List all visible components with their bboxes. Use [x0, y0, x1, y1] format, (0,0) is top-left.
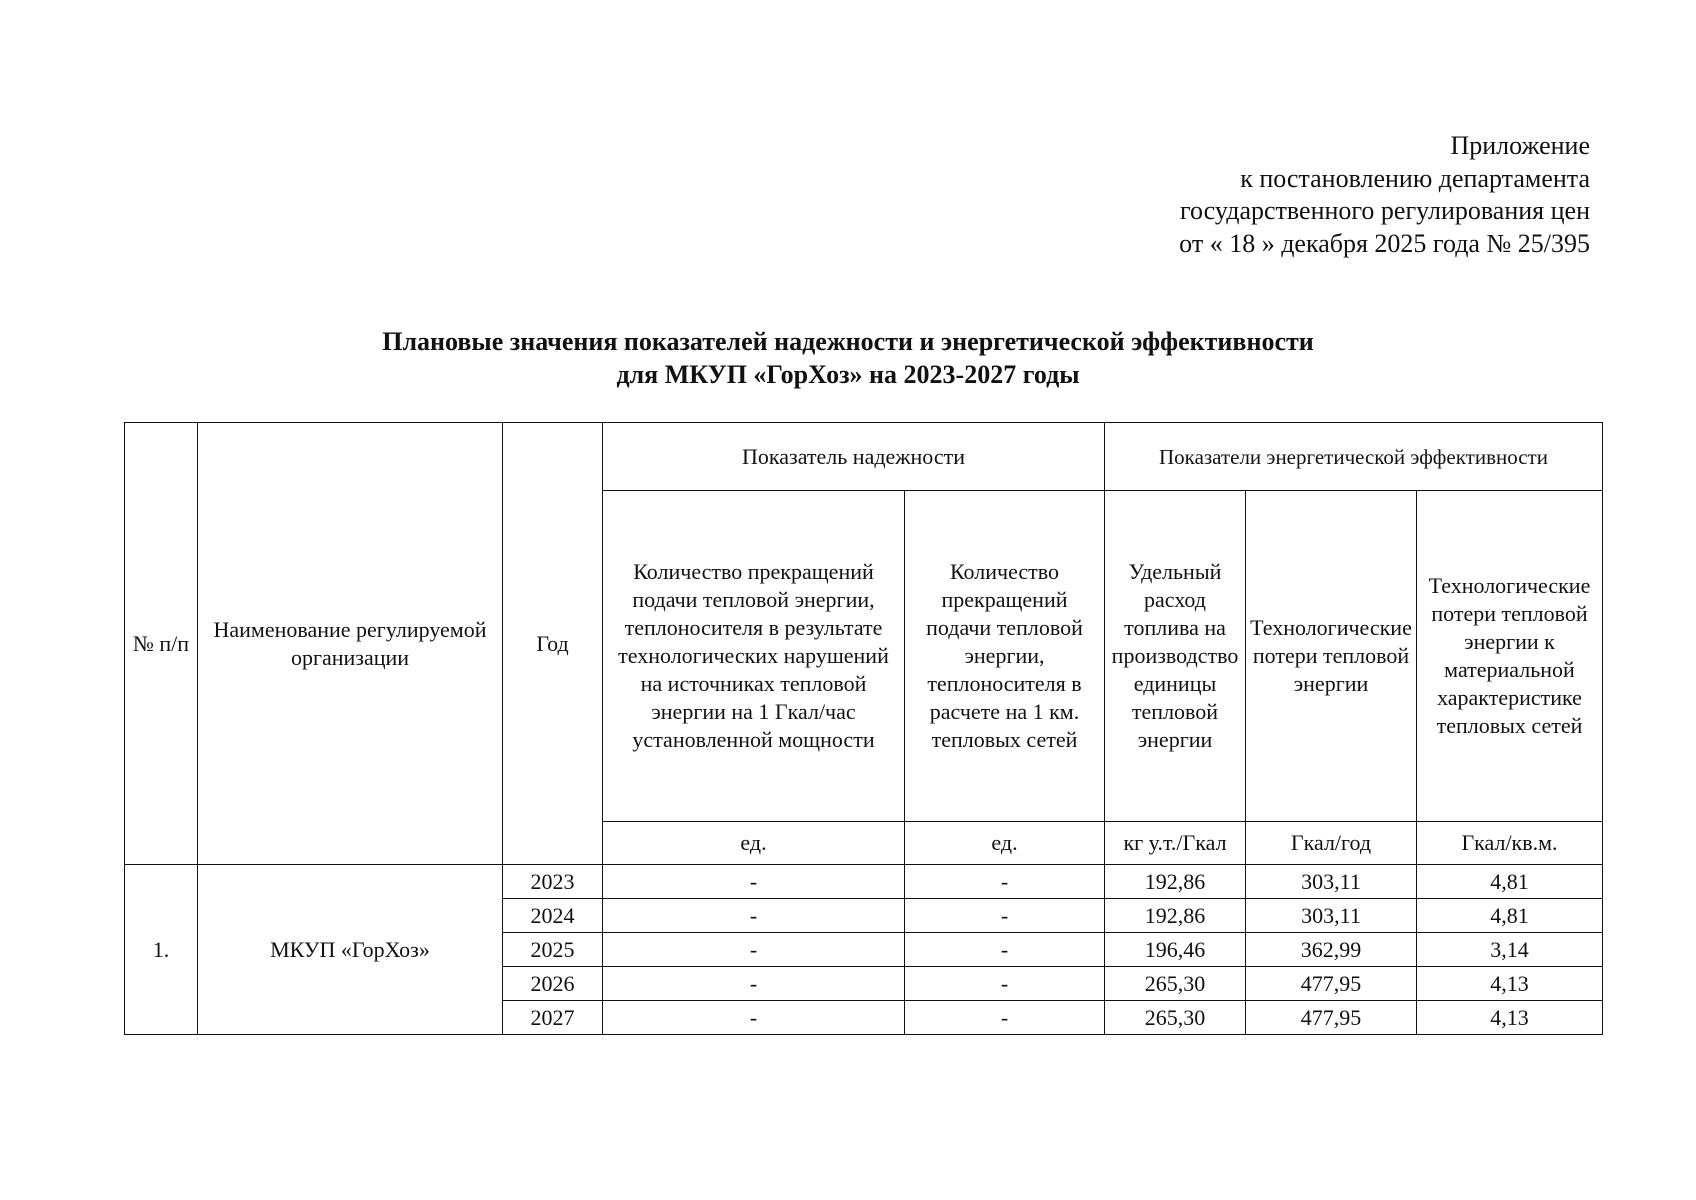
- row-c5: 4,81: [1417, 899, 1603, 933]
- row-c5: 4,13: [1417, 1001, 1603, 1035]
- row-c5: 4,81: [1417, 865, 1603, 899]
- row-c2: -: [905, 933, 1105, 967]
- header-reliability-group: Показатель надежности: [603, 423, 1105, 491]
- row-year: 2025: [503, 933, 603, 967]
- table-row: [125, 865, 1603, 899]
- row-year: 2027: [503, 1001, 603, 1035]
- header-col-1: Количество прекращений подачи тепловой энергии, теплоносителя в результате технологических нарушений на источниках тепловой энергии на 1 Гкал/час установленной мощности: [603, 491, 905, 822]
- row-c3: 265,30: [1105, 967, 1246, 1001]
- entry-org: МКУП «ГорХоз»: [198, 865, 503, 1035]
- header-col-2: Количество прекращений подачи тепловой энергии, теплоносителя в расчете на 1 км. тепловых сетей: [905, 491, 1105, 822]
- appendix-line-4: от « 18 » декабря 2025 года № 25/395: [1179, 228, 1590, 258]
- row-year: 2024: [503, 899, 603, 933]
- row-c2: -: [905, 967, 1105, 1001]
- row-c3: 192,86: [1105, 865, 1246, 899]
- row-c3: 196,46: [1105, 933, 1246, 967]
- entry-num: 1.: [125, 865, 198, 1035]
- header-col-3: Удельный расход топлива на производство единицы тепловой энергии: [1105, 491, 1246, 822]
- row-c5: 3,14: [1417, 933, 1603, 967]
- header-col-4: Технологические потери тепловой энергии: [1246, 491, 1417, 822]
- header-num: № п/п: [125, 423, 198, 865]
- header-org: Наименование регулируемой организации: [198, 423, 503, 865]
- row-c2: -: [905, 865, 1105, 899]
- header-row-groups: [125, 423, 1603, 491]
- header-year: Год: [503, 423, 603, 865]
- row-c3: 265,30: [1105, 1001, 1246, 1035]
- appendix-line-2: к постановлению департамента: [1240, 163, 1590, 193]
- unit-col-5: Гкал/кв.м.: [1417, 822, 1603, 865]
- unit-col-1: ед.: [603, 822, 905, 865]
- row-c4: 477,95: [1246, 967, 1417, 1001]
- header-col-5: Технологические потери тепловой энергии к материальной характеристике тепловых сетей: [1417, 491, 1603, 822]
- row-c1: -: [603, 1001, 905, 1035]
- row-c4: 303,11: [1246, 865, 1417, 899]
- row-c1: -: [603, 899, 905, 933]
- row-c2: -: [905, 899, 1105, 933]
- row-c4: 362,99: [1246, 933, 1417, 967]
- row-c1: -: [603, 865, 905, 899]
- row-year: 2023: [503, 865, 603, 899]
- unit-col-2: ед.: [905, 822, 1105, 865]
- appendix-line-1: Приложение: [1450, 131, 1590, 160]
- title-line-1: Плановые значения показателей надежности и энергетической эффективности: [382, 327, 1314, 356]
- row-c4: 477,95: [1246, 1001, 1417, 1035]
- indicators-table: [124, 422, 1603, 1035]
- title-line-2: для МКУП «ГорХоз» на 2023-2027 годы: [616, 360, 1080, 389]
- row-year: 2026: [503, 967, 603, 1001]
- row-c1: -: [603, 967, 905, 1001]
- appendix-line-3: государственного регулирования цен: [1180, 196, 1590, 225]
- row-c3: 192,86: [1105, 899, 1246, 933]
- row-c1: -: [603, 933, 905, 967]
- row-c2: -: [905, 1001, 1105, 1035]
- unit-col-3: кг у.т./Гкал: [1105, 822, 1246, 865]
- document-title: [0, 325, 1696, 391]
- unit-col-4: Гкал/год: [1246, 822, 1417, 865]
- appendix-block: [1179, 130, 1590, 260]
- header-efficiency-group: Показатели энергетической эффективности: [1105, 423, 1603, 491]
- row-c5: 4,13: [1417, 967, 1603, 1001]
- row-c4: 303,11: [1246, 899, 1417, 933]
